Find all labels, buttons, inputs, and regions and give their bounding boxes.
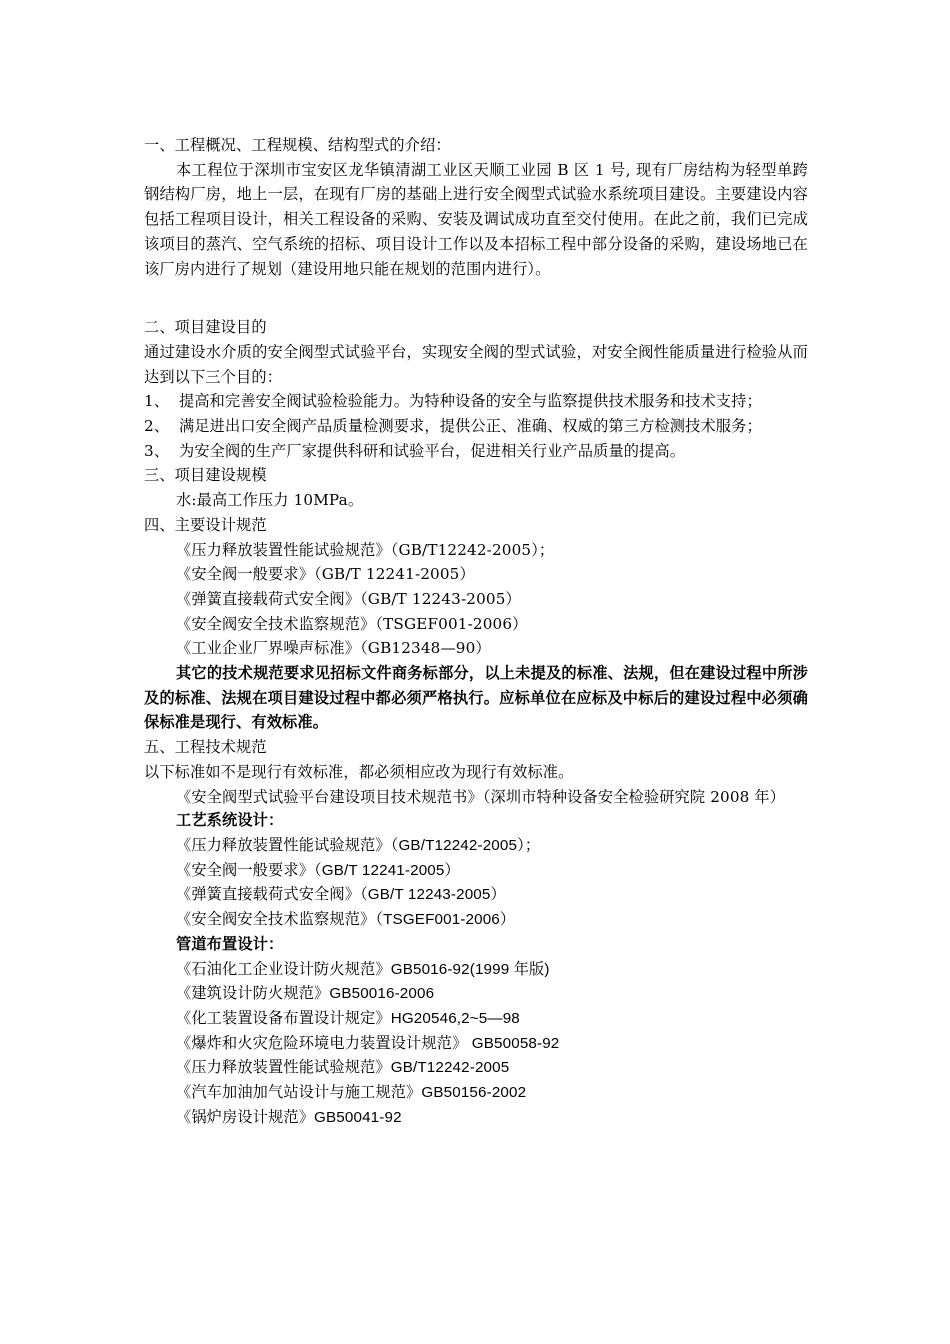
- piping-design-heading: 管道布置设计：: [176, 935, 284, 953]
- piping-standard-item: 《锅炉房设计规范》GB50041-92: [176, 1108, 402, 1126]
- section-spacer: [144, 281, 808, 315]
- purpose-item: [144, 439, 808, 464]
- piping-standard-item: 《化工装置设备布置设计规定》HG20546,2~5—98: [176, 1009, 520, 1027]
- process-standard-item: 《弹簧直接载荷式安全阀》（GB/T 12243-2005）: [176, 886, 506, 904]
- document-page: [144, 133, 808, 1130]
- standard-item: 《压力释放装置性能试验规范》（GB/T12242-2005）；: [176, 540, 555, 559]
- section-4-heading: 四、主要设计规范: [144, 515, 267, 534]
- process-standard-item: 《安全阀一般要求》（GB/T 12241-2005）: [176, 861, 460, 879]
- piping-standard-item: 《汽车加油加气站设计与施工规范》GB50156-2002: [176, 1084, 527, 1102]
- purpose-item-number: 3、: [144, 441, 170, 460]
- purpose-item: [144, 389, 808, 414]
- standard-item: 《安全阀安全技术监察规范》（TSGEF001-2006）: [176, 614, 528, 633]
- section-3-heading: 三、项目建设规模: [144, 466, 267, 485]
- purpose-item-number: 2、: [144, 417, 170, 436]
- process-standard-item: 《压力释放装置性能试验规范》（GB/T12242-2005）；: [176, 836, 541, 854]
- spec-book-reference: 《安全阀型式试验平台建设项目技术规范书》（深圳市特种设备安全检验研究院 2008 年）: [176, 787, 786, 806]
- section-1-body: 本工程位于深圳市宝安区龙华镇清湖工业区天顺工业园 B 区 1 号, 现有厂房结构为轻型单跨钢结构厂房，地上一层，在现有厂房的基础上进行安全阀型式试验水系统项目建设。主要建设内容包括工程项目设计，相关工程设备的采购、安装及调试成功直至交付使用。在此之前，我们已完成该项目的蒸汽、空气系统的招标、项目设计工作以及本招标工程中部分设备的采购，建设场地已在该厂房内进行了规划（建设用地只能在规划的范围内进行）。: [144, 160, 808, 278]
- process-standard-item: 《安全阀安全技术监察规范》（TSGEF001-2006）: [176, 911, 516, 929]
- standard-item: 《弹簧直接载荷式安全阀》（GB/T 12243-2005）: [176, 589, 521, 608]
- section-2-intro: 通过建设水介质的安全阀型式试验平台，实现安全阀的型式试验，对安全阀性能质量进行检验从而达到以下三个目的：: [144, 342, 808, 386]
- section-5-intro: 以下标准如不是现行有效标准，都必须相应改为现行有效标准。: [144, 762, 574, 781]
- standard-item: 《工业企业厂界噪声标准》（GB12348—90）: [176, 639, 491, 658]
- purpose-item-text: 为安全阀的生产厂家提供科研和试验平台，促进相关行业产品质量的提高。: [179, 441, 686, 460]
- purpose-item-number: 1、: [144, 392, 170, 411]
- section-1-heading: 一、工程概况、工程规模、结构型式的介绍：: [144, 136, 451, 154]
- piping-standard-item: 《建筑设计防火规范》GB50016-2006: [176, 985, 435, 1003]
- section-5-heading: 五、工程技术规范: [144, 738, 267, 757]
- purpose-item-text: 满足进出口安全阀产品质量检测要求，提供公正、准确、权威的第三方检测技术服务；: [179, 417, 762, 436]
- piping-standard-item: 《石油化工企业设计防火规范》GB5016-92(1999 年版): [176, 960, 550, 978]
- piping-standard-item: 《压力释放装置性能试验规范》GB/T12242-2005: [176, 1059, 510, 1077]
- section-3-text: 水:最高工作压力 10MPa。: [176, 491, 364, 510]
- purpose-item: [144, 414, 808, 439]
- standard-item: 《安全阀一般要求》（GB/T 12241-2005）: [176, 565, 475, 584]
- section-4-note: 其它的技术规范要求见招标文件商务标部分，以上未提及的标准、法规，但在建设过程中所涉及的标准、法规在项目建设过程中都必须严格执行。应标单位在应标及中标后的建设过程中必须确保标准是现行、有效标准。: [144, 664, 808, 732]
- piping-standard-item: 《爆炸和火灾危险环境电力装置设计规范》 GB50058-92: [176, 1034, 560, 1052]
- purpose-item-text: 提高和完善安全阀试验检验能力。为特种设备的安全与监察提供技术服务和技术支持；: [179, 392, 762, 411]
- process-design-heading: 工艺系统设计：: [176, 812, 284, 830]
- section-2-heading: 二、项目建设目的: [144, 318, 267, 337]
